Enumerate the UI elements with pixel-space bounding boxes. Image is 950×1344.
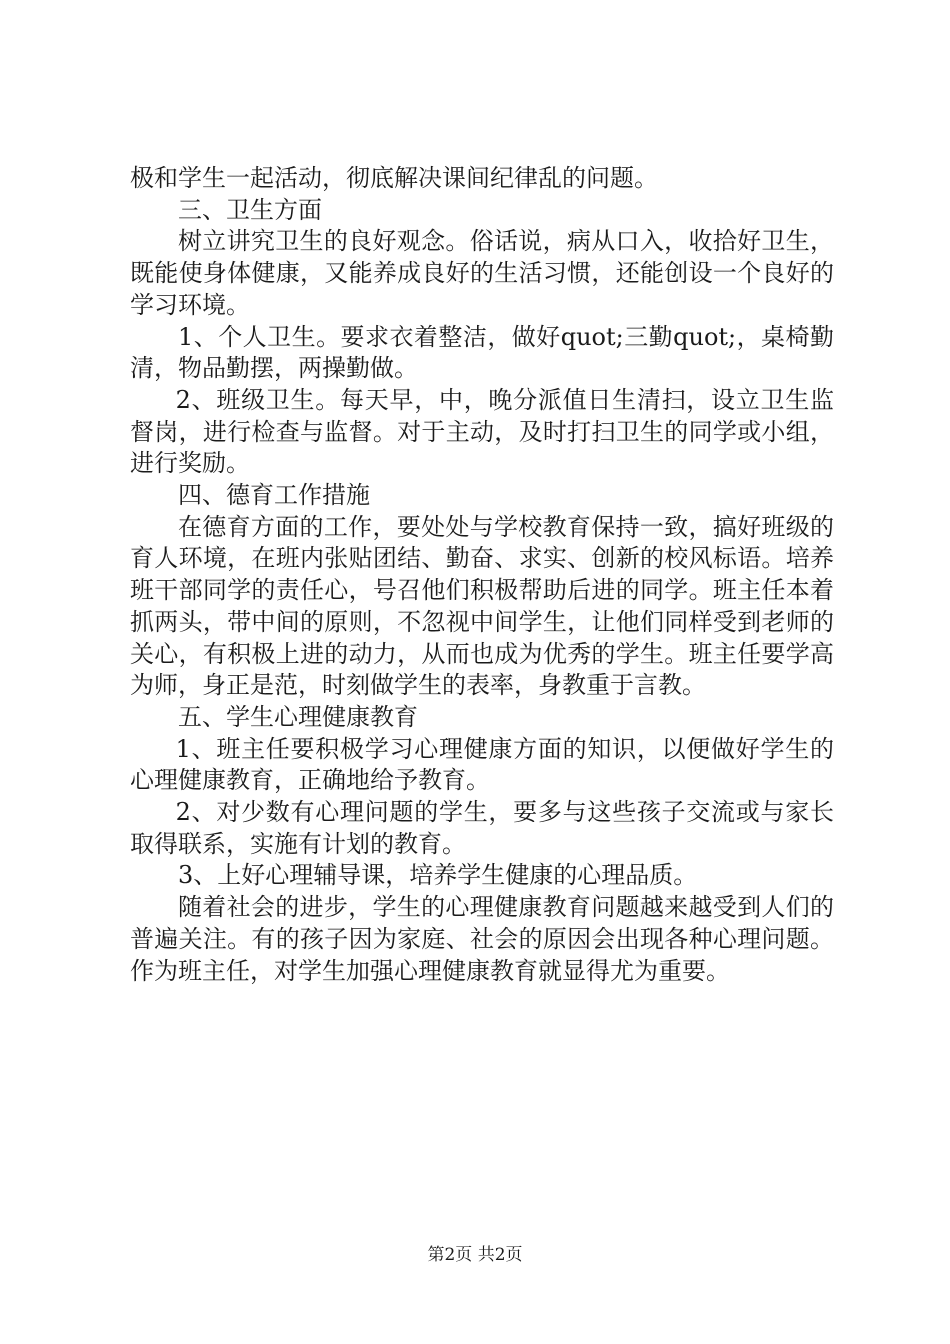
paragraph: 1、个人卫生。要求衣着整洁，做好quot;三勤quot;，桌椅勤清，物品勤摆，两操勤做。	[130, 322, 834, 383]
paragraph: 树立讲究卫生的良好观念。俗话说，病从口入，收拾好卫生，既能使身体健康，又能养成良好的生活习惯，还能创设一个良好的学习环境。	[130, 227, 834, 319]
paragraph: 2、对少数有心理问题的学生，要多与这些孩子交流或与家长取得联系，实施有计划的教育。	[130, 798, 834, 858]
paragraph: 2、班级卫生。每天早，中，晚分派值日生清扫，设立卫生监督岗，进行检查与监督。对于主动，及时打扫卫生的同学或小组，进行奖励。	[130, 385, 834, 478]
section-heading: 三、卫生方面	[178, 195, 322, 224]
paragraph: 极和学生一起活动，彻底解决课间纪律乱的问题。	[130, 164, 658, 192]
paragraph: 在德育方面的工作，要处处与学校教育保持一致，搞好班级的育人环境，在班内张贴团结、勤奋、求实、创新的校风标语。培养班干部同学的责任心，号召他们积极帮助后进的同学。班主任本着抓两头，带中间的原则，不忽视中间学生，让他们同样受到老师的关心，有积极上进的动力，从而也成为优秀的学生。班主任要学高为师，身正是范，时刻做学生的表率，身教重于言教。	[130, 512, 834, 700]
paragraph: 随着社会的进步，学生的心理健康教育问题越来越受到人们的普遍关注。有的孩子因为家庭、社会的原因会出现各种心理问题。作为班主任，对学生加强心理健康教育就显得尤为重要。	[130, 893, 834, 985]
section-heading: 四、德育工作措施	[178, 481, 370, 510]
paragraph: 3、上好心理辅导课，培养学生健康的心理品质。	[178, 861, 698, 890]
page-number: 第2页 共2页	[427, 1245, 523, 1265]
page-footer	[0, 1245, 950, 1265]
section-heading: 五、学生心理健康教育	[178, 702, 418, 731]
paragraph: 1、班主任要积极学习心理健康方面的知识，以便做好学生的心理健康教育，正确地给予教育。	[130, 734, 834, 795]
document-body	[130, 163, 834, 987]
